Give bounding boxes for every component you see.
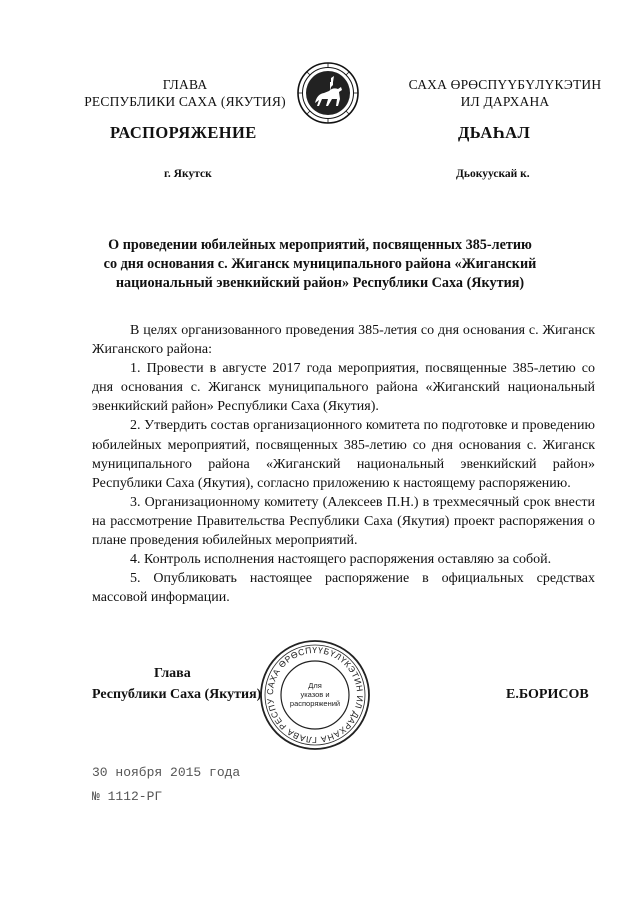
city-sah: Дьокуускай к. xyxy=(456,168,530,180)
title-sah: ДЬАҺАЛ xyxy=(458,123,531,142)
stamp-center-line3: распоряжений xyxy=(289,699,341,708)
header-right-line2: ИЛ ДАРХАНА xyxy=(460,94,550,109)
document-subject xyxy=(60,236,580,293)
coat-of-arms-emblem xyxy=(297,54,359,132)
official-stamp xyxy=(259,639,371,751)
header-left xyxy=(70,76,300,110)
stamp-center-line2: указов и xyxy=(300,690,330,699)
preamble-paragraph: В целях организованного проведения 385-летия со дня основания с. Жиганск Жиганского района: xyxy=(92,323,595,358)
subject-line3: национальный эвенкийский район» Республики Саха (Якутия) xyxy=(115,275,525,291)
header-right-line1: САХА ӨРӨСПҮҮБҮЛҮКЭТИН xyxy=(408,77,602,92)
signature-role-line2: Республики Саха (Якутия) xyxy=(92,687,262,702)
stamp-center-line1: Для xyxy=(308,681,322,690)
signature-role-line1: Глава xyxy=(154,666,191,681)
clause-5: 5. Опубликовать настоящее распоряжение в официальных средствах массовой информации. xyxy=(92,571,595,606)
document-number: № 1112-РГ xyxy=(92,789,163,804)
header-left-line1: ГЛАВА xyxy=(162,77,208,92)
document-body xyxy=(92,321,595,607)
signature-name: Е.БОРИСОВ xyxy=(506,687,589,702)
clause-2: 2. Утвердить состав организационного комитета по подготовке и проведению юбилейных мероприятий, посвященных 385-летию со дня основания с. Жиганск муниципального района «Жиганский национальный эвенкийский район» Республики Саха (Якутия), согласно приложению к настоящему распоряжению. xyxy=(92,418,595,491)
clause-3: 3. Организационному комитету (Алексеев П.Н.) в трехмесячный срок внести на рассмотрение Правительства Республики Саха (Якутия) проект распоряжения о плане проведения юбилейных мероприятий. xyxy=(92,494,595,549)
title-ru: РАСПОРЯЖЕНИЕ xyxy=(110,123,257,142)
header-right xyxy=(380,76,630,110)
document-date: 30 ноября 2015 года xyxy=(92,765,241,780)
subject-line2: со дня основания с. Жиганск муниципального района «Жиганский xyxy=(103,256,537,272)
header-left-line2: РЕСПУБЛИКИ САХА (ЯКУТИЯ) xyxy=(84,94,286,109)
city-ru: г. Якутск xyxy=(164,168,212,180)
subject-line1: О проведении юбилейных мероприятий, посвященных 385-летию xyxy=(108,237,532,253)
stamp-outer-text: САХА ӨРӨСПҮҮБҮЛҮКЭТИН ИЛ ДАРХАНА ГЛАВА РЕСПУ xyxy=(264,644,366,746)
clause-1: 1. Провести в августе 2017 года мероприятия, посвященные 385-летию со дня основания с. Жиганск муниципального района «Жиганский национальный эвенкийский район» Республики Саха (Якутия). xyxy=(92,361,595,415)
clause-4: 4. Контроль исполнения настоящего распоряжения оставляю за собой. xyxy=(130,552,552,568)
